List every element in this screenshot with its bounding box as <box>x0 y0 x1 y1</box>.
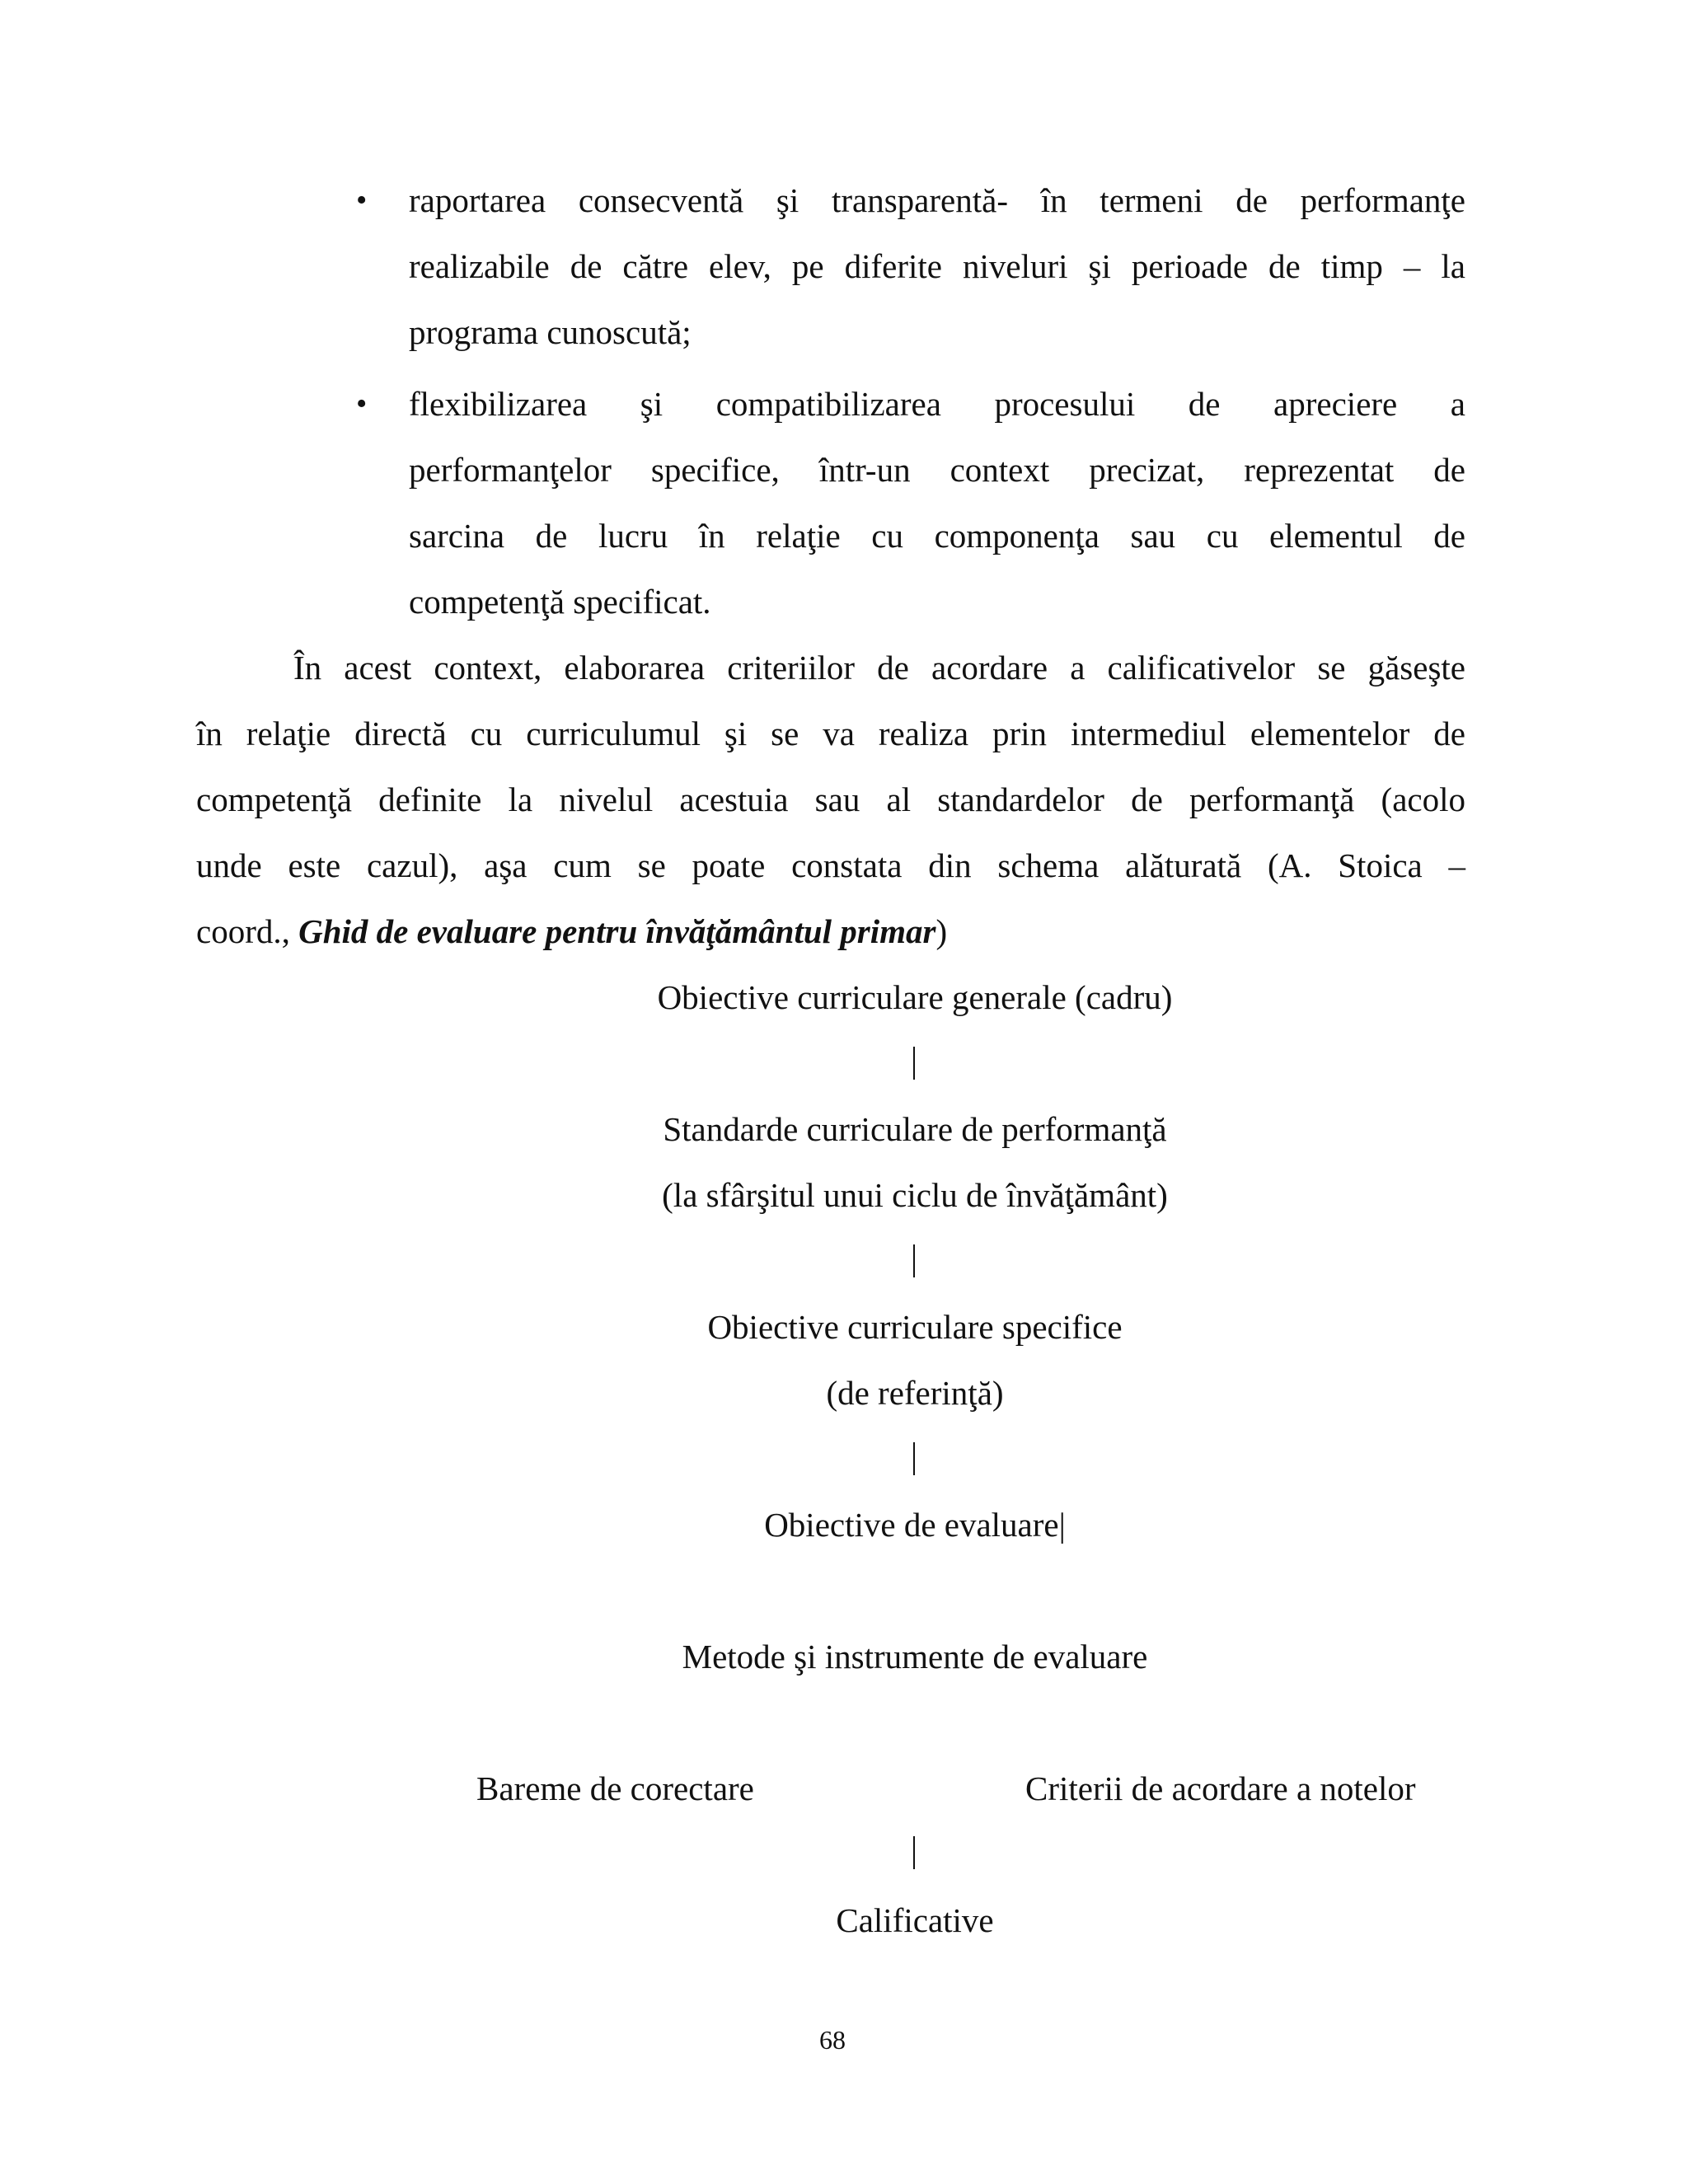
scheme-connector <box>913 1442 915 1475</box>
paragraph-line-3: competenţă definite la nivelul acestuia sau al standardelor de performanţă (acolo <box>196 780 1465 818</box>
scheme-connector <box>913 1836 915 1869</box>
bullet-2-line-1: flexibilizarea şi compatibilizarea procesului de apreciere a <box>409 385 1465 423</box>
scheme-standards-line-2: (la sfârşitul unui ciclu de învăţământ) <box>662 1176 1168 1214</box>
bullet-1-line-1: raportarea consecventă şi transparentă- în termeni de performanţe <box>409 181 1465 219</box>
scheme-specific-line-1: Obiective curriculare specifice <box>707 1308 1123 1346</box>
citation-prefix: coord., <box>196 912 299 950</box>
scheme-connector <box>913 1244 915 1277</box>
scheme-specific-line-2: (de referinţă) <box>826 1374 1004 1412</box>
scheme-standards-line-1: Standarde curriculare de performanţă <box>663 1110 1167 1148</box>
bullet-2-line-4: competenţă specificat. <box>409 583 711 621</box>
scheme-qualifiers: Calificative <box>836 1901 994 1939</box>
bullet-1-line-2: realizabile de către elev, pe diferite niveluri şi perioade de timp – la <box>409 247 1465 285</box>
citation-suffix: ) <box>935 912 948 950</box>
paragraph-line-4: unde este cazul), aşa cum se poate constata din schema alăturată (A. Stoica – <box>196 846 1465 884</box>
scheme-general-objectives: Obiective curriculare generale (cadru) <box>657 978 1173 1016</box>
bullet-2-line-3: sarcina de lucru în relaţie cu componenţa sau cu elementul de <box>409 517 1465 555</box>
scheme-evaluation-objectives: Obiective de evaluare| <box>764 1506 1066 1544</box>
bullet-1-line-3: programa cunoscută; <box>409 313 692 351</box>
paragraph-line-1: În acest context, elaborarea criteriilor de acordare a calificativelor se găseşte <box>293 649 1465 687</box>
paragraph-line-5 <box>196 911 947 952</box>
scheme-grading-criteria: Criterii de acordare a notelor <box>1025 1769 1416 1807</box>
bullet-marker: • <box>356 387 368 421</box>
scheme-methods: Metode şi instrumente de evaluare <box>682 1638 1148 1675</box>
bullet-2-line-2: performanţelor specifice, într-un context precizat, reprezentat de <box>409 451 1465 489</box>
bullet-marker: • <box>356 183 368 218</box>
paragraph-line-2: în relaţie directă cu curriculumul şi se va realiza prin intermediul elementelor de <box>196 715 1465 752</box>
page-number: 68 <box>819 2025 846 2055</box>
book-title: Ghid de evaluare pentru învăţământul primar <box>298 912 936 950</box>
scheme-connector <box>913 1047 915 1080</box>
scheme-correction-scales: Bareme de corectare <box>476 1769 754 1807</box>
